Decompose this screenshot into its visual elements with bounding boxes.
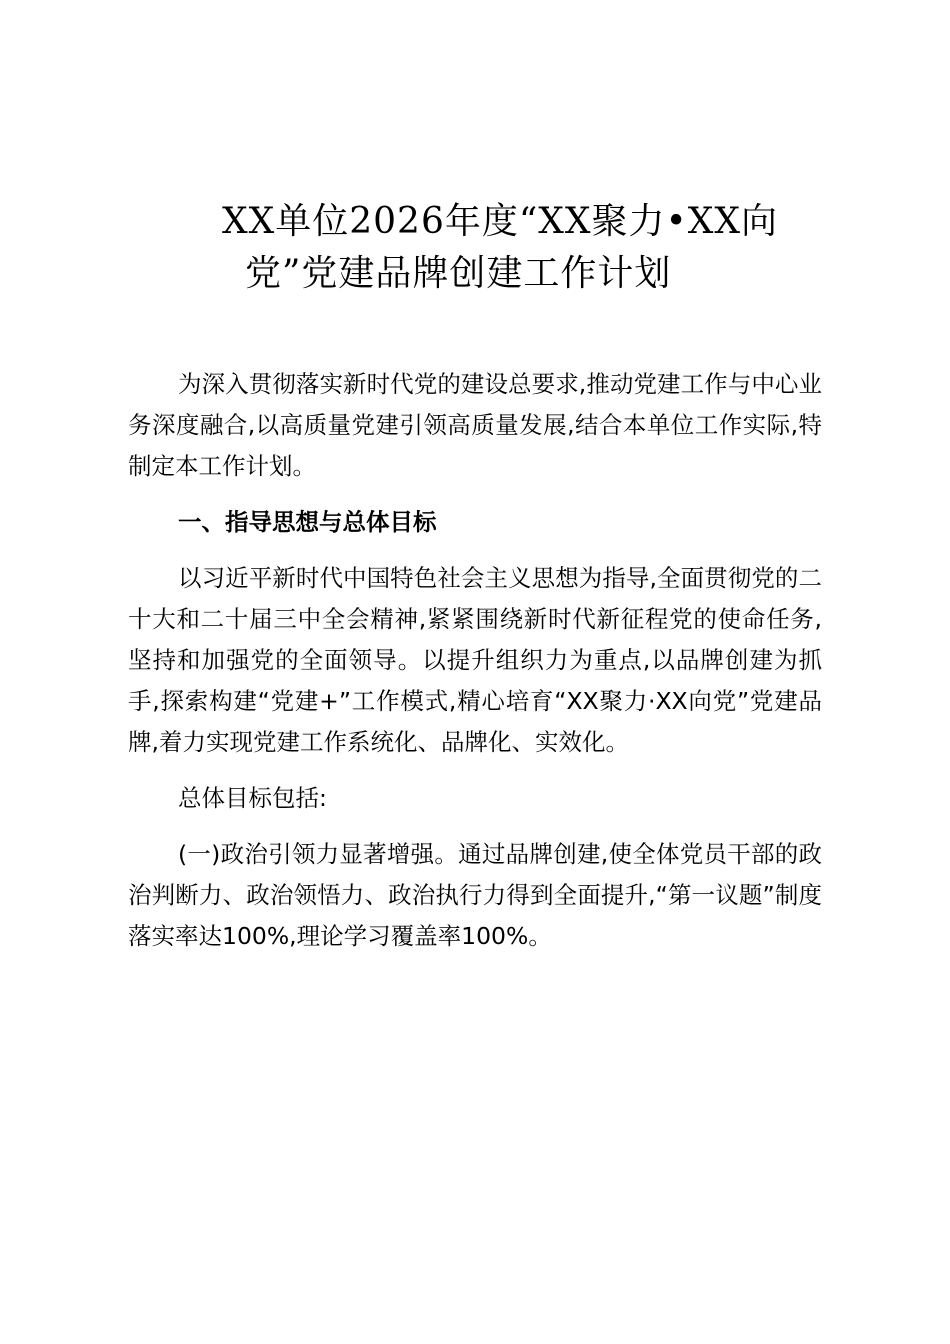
section-heading-1: 一、指导思想与总体目标: [178, 508, 437, 536]
guiding-thought-paragraph: 以习近平新时代中国特色社会主义思想为指导,全面贯彻党的二十大和二十届三中全会精神,紧紧围绕新时代新征程党的使命任务,坚持和加强党的全面领导。以提升组织力为重点,以品牌创建为抓手,探索构建“党建+”工作模式,精心培育“XX聚力·XX向党”党建品牌,着力实现党建工作系统化、品牌化、实效化。: [128, 564, 822, 756]
intro-paragraph: 为深入贯彻落实新时代党的建设总要求,推动党建工作与中心业务深度融合,以高质量党建引领高质量发展,结合本单位工作实际,特制定本工作计划。: [128, 370, 822, 480]
document-title: [150, 196, 850, 300]
goals-intro-paragraph: 总体目标包括:: [178, 784, 327, 812]
document-body: [128, 364, 822, 972]
title-line-1: XX单位2026年度“XX聚力•XX向: [221, 201, 779, 242]
title-line-2: 党”党建品牌创建工作计划: [245, 253, 672, 294]
goal-1-paragraph: (一)政治引领力显著增强。通过品牌创建,使全体党员干部的政治判断力、政治领悟力、政治执行力得到全面提升,“第一议题”制度落实率达100%,理论学习覆盖率100%。: [128, 840, 822, 950]
